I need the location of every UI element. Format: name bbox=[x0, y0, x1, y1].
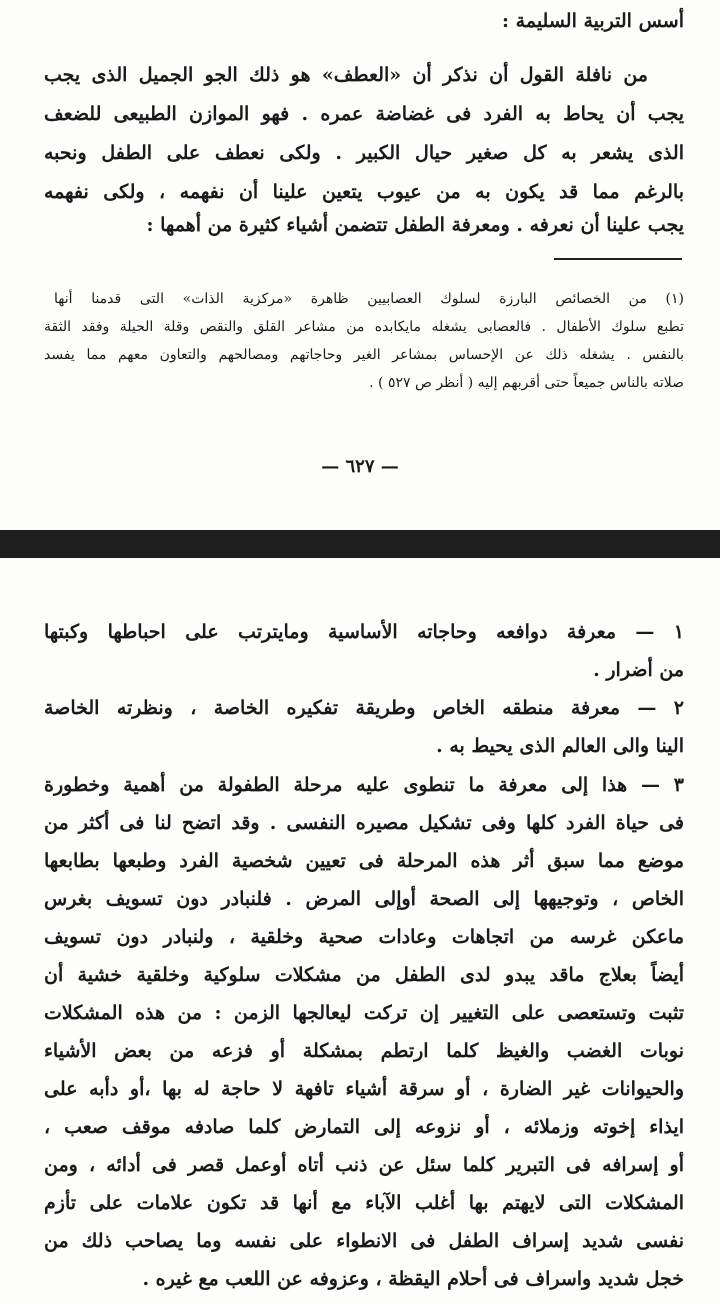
paragraph-line: أو إسرافه فى التبرير كلما سئل عن ذنب أتاه أوعمل قصر فى أدائه ، ومن bbox=[44, 1154, 684, 1176]
paragraph-line: موضع مما سبق أثر هذه المرحلة فى تعيين شخصية الفرد وطبعها بطابعها bbox=[44, 850, 684, 872]
footnote-line: (١) من الخصائص البارزة لسلوك العصابيين ظاهرة «مركزية الذات» التى قدمنا أنها bbox=[54, 291, 684, 307]
paragraph-line: بالرغم مما قد يكون به من عيوب يتعين علينا أن نفهمه ، ولكى نفهمه bbox=[44, 181, 684, 203]
footnote-line: تطبع سلوك الأطفال . فالعصابى يشغله مايكابده من مشاعر القلق والنقص وقلة الحيلة وفقد الثقة bbox=[44, 319, 684, 335]
list-line: ٣ — هذا إلى معرفة ما تنطوى عليه مرحلة الطفولة من أهمية وخطورة bbox=[44, 774, 684, 796]
paragraph-line: خجل شديد واسراف فى أحلام اليقظة ، وعزوفه عن اللعب مع غيره . bbox=[142, 1268, 684, 1290]
footnote-line: بالنفس . يشغله ذلك عن الإحساس بمشاعر الغير وحاجاتهم ومصالحهم والتعاون معهم مما يفسد bbox=[44, 347, 684, 363]
paragraph-line: من نافلة القول أن نذكر أن «العطف» هو ذلك الجو الجميل الذى يجب bbox=[44, 64, 648, 86]
paragraph-line: فى حياة الفرد كلها وفى تشكيل مصيره النفسى . وقد اتضح لنا فى أكثر من bbox=[44, 812, 684, 834]
list-line: ٢ — معرفة منطقه الخاص وطريقة تفكيره الخاصة ، ونظرته الخاصة bbox=[44, 697, 684, 719]
section-heading: أسس التربية السليمة : bbox=[502, 10, 684, 32]
paragraph-line: تثبت وتستعصى على التغيير إن تركت ليعالجها الزمن : من هذه المشكلات bbox=[44, 1002, 684, 1024]
paragraph-line: والحيوانات غير الضارة ، أو سرقة أشياء تافهة لا حاجة له بها ،أو دأبه على bbox=[44, 1078, 684, 1100]
paragraph-line: يجب أن يحاط به الفرد فى غضاضة عمره . فهو الموازن الطبيعى للضعف bbox=[44, 103, 684, 125]
paragraph-line: الذى يشعر به كل صغير حيال الكبير . ولكى نعطف على الطفل ونحبه bbox=[44, 142, 684, 164]
page-627 bbox=[0, 0, 720, 530]
footnote-divider bbox=[554, 258, 682, 260]
paragraph-line: أيضاً بعلاج ماقد يبدو لدى الطفل من مشكلات سلوكية وخلقية خشية أن bbox=[44, 964, 684, 986]
paragraph-line: ايذاء إخوته وزملائه ، أو نزوعه إلى التمارض كلما صادفه موقف صعب ، bbox=[44, 1116, 684, 1138]
paragraph-line: ماعكن غرسه من اتجاهات وعادات صحية وخلقية ، ولنبادر دون تسويف bbox=[44, 926, 684, 948]
paragraph-line: نوبات الغضب والغيظ كلما ارتطم بمشكلة أو فزعه من بعض الأشياء bbox=[44, 1040, 684, 1062]
list-line: الينا والى العالم الذى يحيط به . bbox=[436, 735, 684, 757]
page-628 bbox=[0, 558, 720, 1304]
page-separator bbox=[0, 530, 720, 558]
paragraph-line: الخاص ، وتوجيهها إلى الصحة أوإلى المرض . فلنبادر دون تسويف بغرس bbox=[44, 888, 684, 910]
paragraph-line: المشكلات التى لايهتم بها أغلب الآباء مع أنها قد تكون علامات على تأزم bbox=[44, 1192, 684, 1214]
list-line: من أضرار . bbox=[593, 659, 684, 681]
page-number: — ٦٢٧ — bbox=[321, 456, 399, 477]
footnote-line: صلاته بالناس جميعاً حتى أقربهم إليه ( أنظر ص ٥٢٧ ) . bbox=[369, 375, 684, 391]
paragraph-line: يجب علينا أن نعرفه . ومعرفة الطفل تتضمن أشياء كثيرة من أهمها : bbox=[146, 214, 684, 236]
paragraph-line: نفسى شديد إسراف الطفل فى الانطواء على نفسه وما يصاحب ذلك من bbox=[44, 1230, 684, 1252]
list-line: ١ — معرفة دوافعه وحاجاته الأساسية ومايترتب على احباطها وكبتها bbox=[44, 621, 684, 643]
